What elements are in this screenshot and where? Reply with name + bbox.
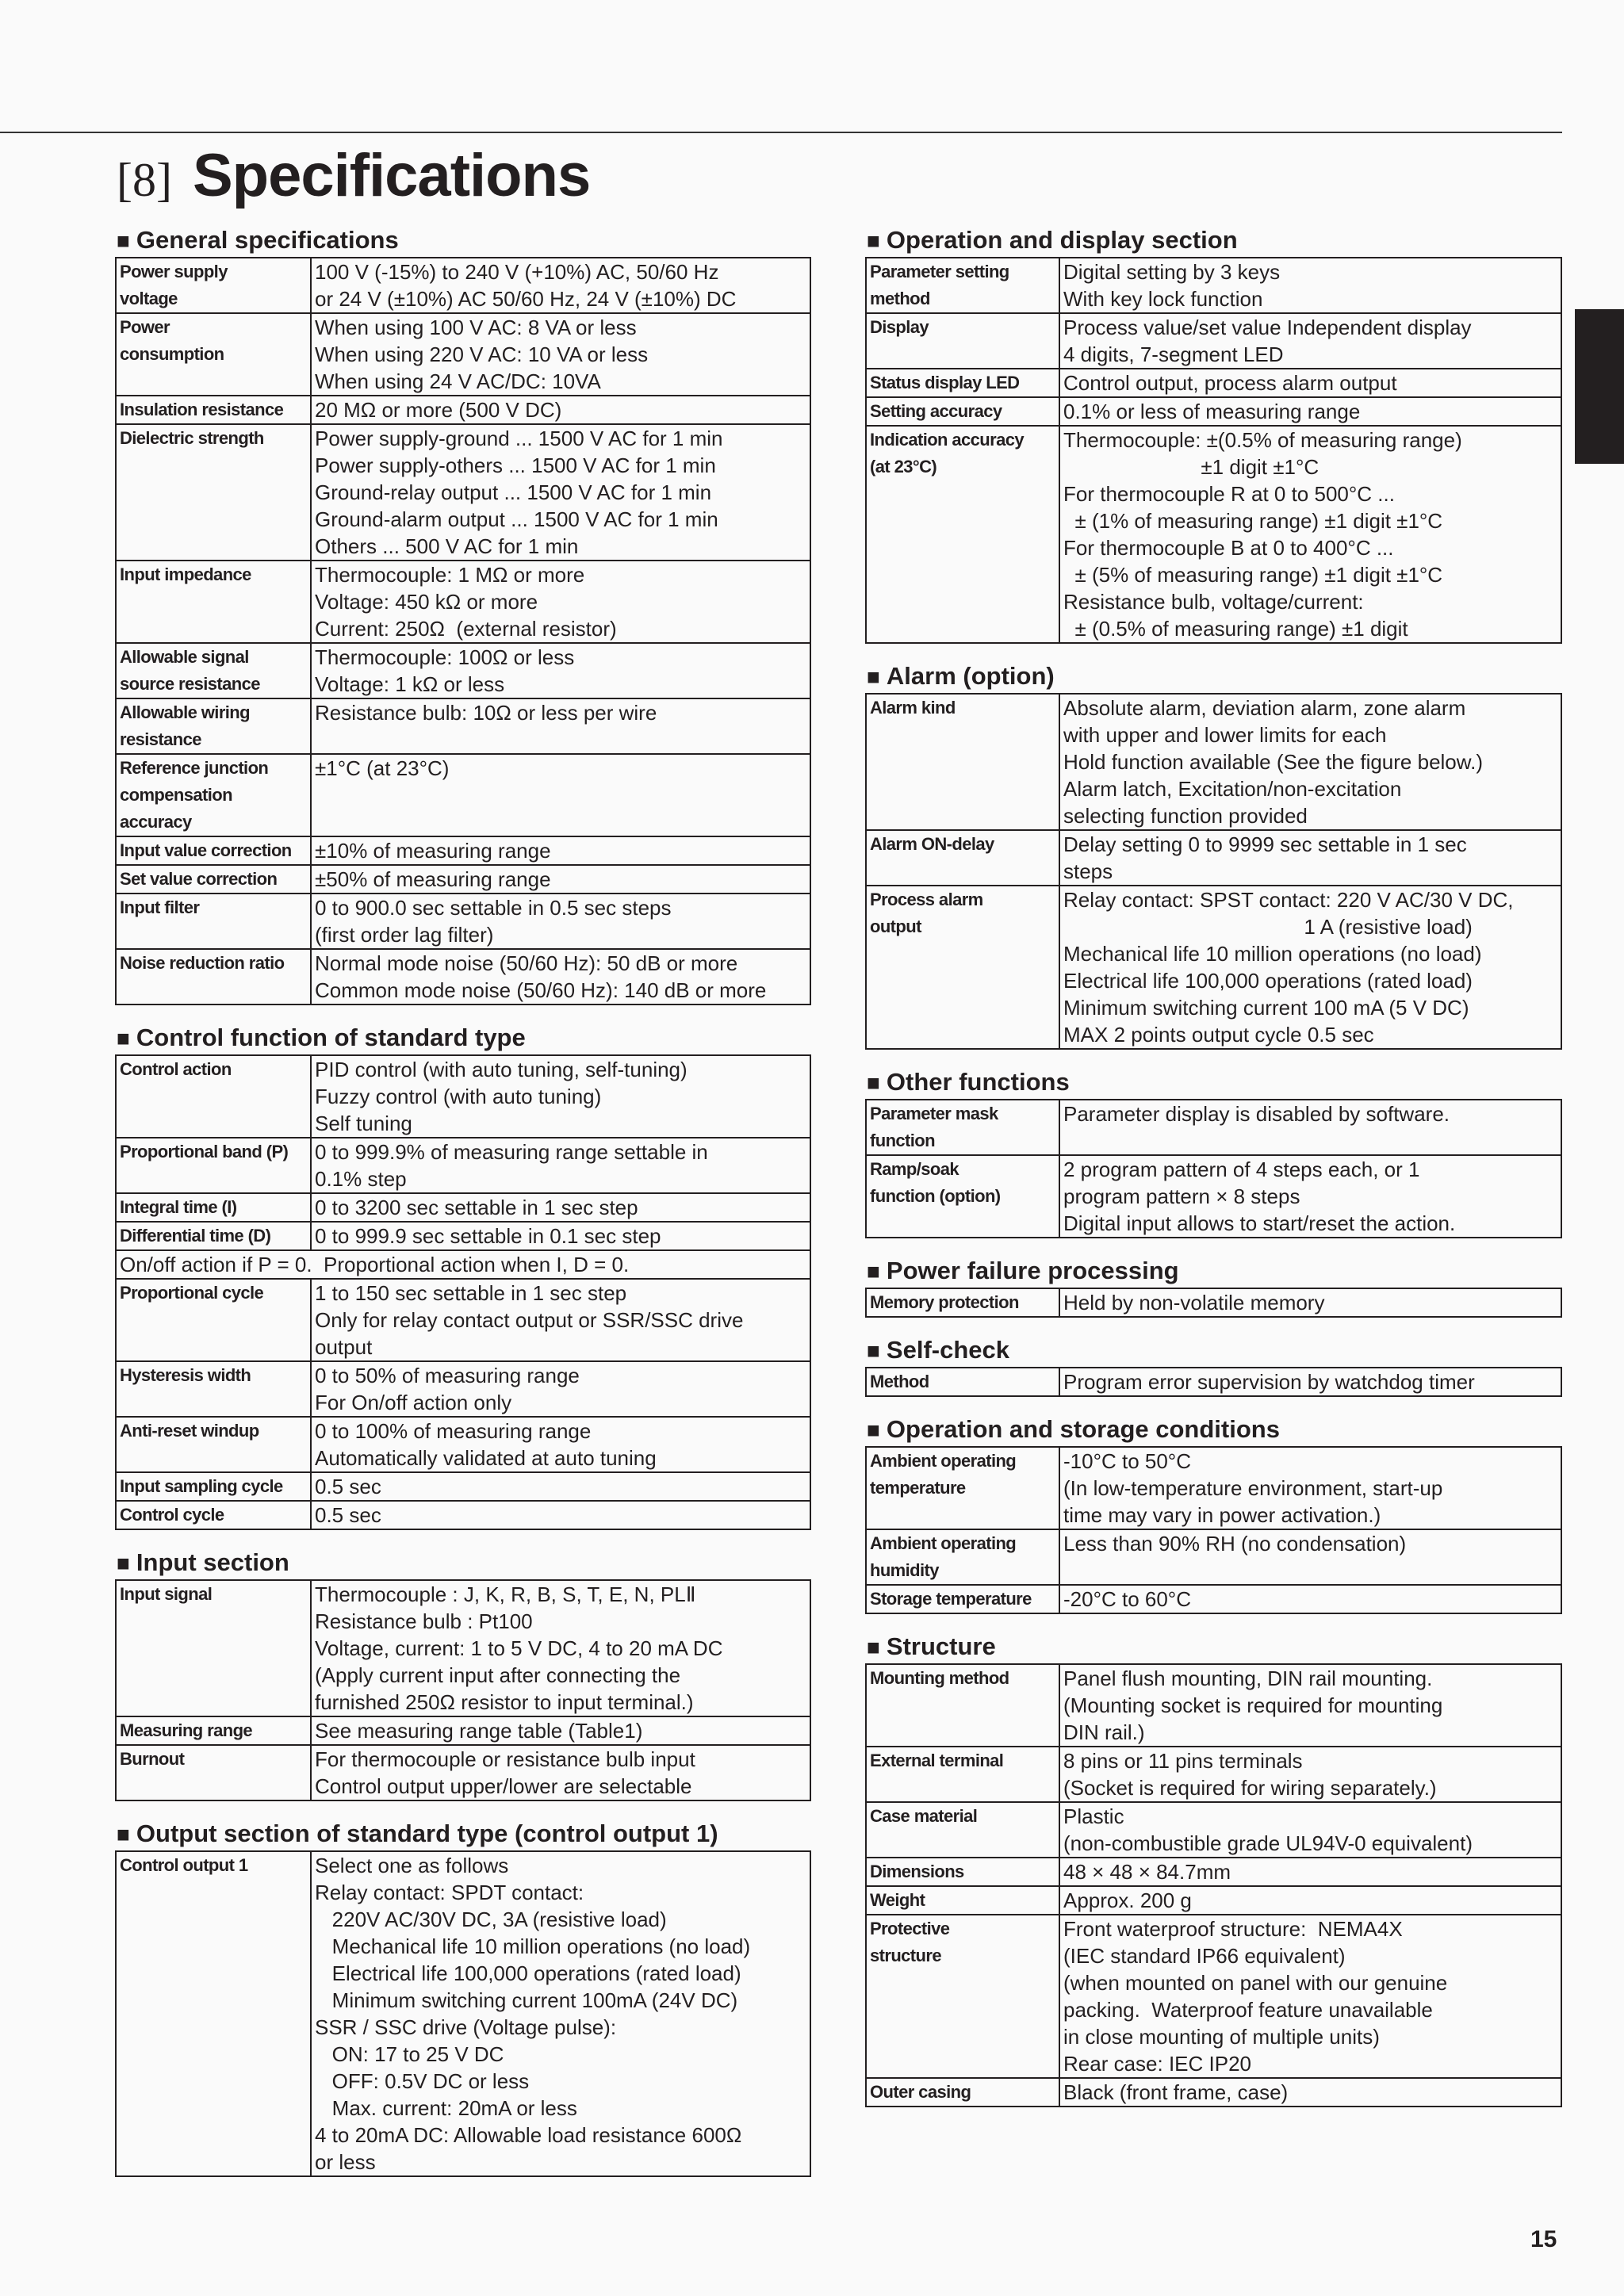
spec-value: Thermocouple : J, K, R, B, S, T, E, N, PLⅡ Resistance bulb : Pt100 Voltage, current: 1 to 5 V DC, 4 to 20 mA DC (Apply current input after connecting the furnished 250Ω resistor to input terminal.) bbox=[311, 1580, 810, 1716]
spec-label: Reference junction compensation accuracy bbox=[116, 754, 311, 836]
spec-value: ±10% of measuring range bbox=[311, 836, 810, 865]
spec-label: Burnout bbox=[116, 1745, 311, 1800]
spec-value: -20°C to 60°C bbox=[1059, 1585, 1561, 1613]
table-row bbox=[116, 949, 810, 1004]
spec-label: Ambient operating temperature bbox=[866, 1447, 1059, 1529]
spec-label: Input signal bbox=[116, 1580, 311, 1716]
table-row bbox=[116, 424, 810, 561]
spec-label: Parameter setting method bbox=[866, 258, 1059, 313]
spec-label: Indication accuracy (at 23°C) bbox=[866, 426, 1059, 643]
spec-table bbox=[865, 1367, 1562, 1397]
spec-value: Control output, process alarm output bbox=[1059, 369, 1561, 397]
spec-table bbox=[115, 1850, 811, 2177]
table-row bbox=[866, 1447, 1561, 1529]
spec-value: Power supply-ground ... 1500 V AC for 1 min Power supply-others ... 1500 V AC for 1 min Ground-relay output ... 1500 V AC for 1 min Ground-alarm output ... 1500 V AC for 1 min Others ... 500 V AC for 1 min bbox=[311, 424, 810, 561]
spec-label: Control action bbox=[116, 1055, 311, 1138]
section-heading bbox=[115, 1021, 811, 1054]
table-row bbox=[116, 1193, 810, 1222]
spec-value: Relay contact: SPST contact: 220 V AC/30 V DC, 1 A (resistive load) Mechanical life 10 million operations (no load) Electrical life 100,000 operations (rated load) Minimum switching current 100 mA (5 V DC) MAX 2 points output cycle 0.5 sec bbox=[1059, 886, 1561, 1049]
square-bullet-icon: ■ bbox=[867, 664, 880, 689]
table-row bbox=[116, 1055, 810, 1138]
section-heading-text: Other functions bbox=[886, 1068, 1070, 1096]
spec-section-input-section bbox=[115, 1546, 811, 1801]
square-bullet-icon: ■ bbox=[117, 1026, 130, 1050]
spec-label: Ramp/soak function (option) bbox=[866, 1155, 1059, 1238]
spec-value: Less than 90% RH (no condensation) bbox=[1059, 1529, 1561, 1585]
table-row bbox=[116, 754, 810, 836]
table-row bbox=[116, 1222, 810, 1250]
spec-label: Alarm ON-delay bbox=[866, 830, 1059, 886]
spec-table bbox=[865, 1663, 1562, 2107]
table-row bbox=[866, 886, 1561, 1049]
spec-table bbox=[865, 1099, 1562, 1238]
section-heading-text: General specifications bbox=[136, 226, 399, 254]
table-row bbox=[116, 643, 810, 698]
spec-value: Process value/set value Independent display 4 digits, 7-segment LED bbox=[1059, 313, 1561, 369]
section-heading bbox=[865, 1066, 1562, 1099]
spec-value: 20 MΩ or more (500 V DC) bbox=[311, 396, 810, 424]
spec-label: Hysteresis width bbox=[116, 1361, 311, 1417]
spec-label: Mounting method bbox=[866, 1664, 1059, 1747]
spec-label: Dielectric strength bbox=[116, 424, 311, 561]
spec-table bbox=[115, 1054, 811, 1530]
spec-value: Normal mode noise (50/60 Hz): 50 dB or more Common mode noise (50/60 Hz): 140 dB or more bbox=[311, 949, 810, 1004]
section-heading bbox=[865, 1413, 1562, 1446]
chapter-tab bbox=[1575, 309, 1624, 464]
spec-label: Control output 1 bbox=[116, 1851, 311, 2176]
table-row bbox=[116, 1745, 810, 1800]
spec-value: 0 to 999.9 sec settable in 0.1 sec step bbox=[311, 1222, 810, 1250]
table-row bbox=[116, 865, 810, 894]
spec-value: 1 to 150 sec settable in 1 sec step Only for relay contact output or SSR/SSC drive output bbox=[311, 1279, 810, 1361]
spec-value: 100 V (-15%) to 240 V (+10%) AC, 50/60 Hz or 24 V (±10%) AC 50/60 Hz, 24 V (±10%) DC bbox=[311, 258, 810, 313]
spec-table bbox=[865, 257, 1562, 644]
spec-value: Thermocouple: 100Ω or less Voltage: 1 kΩ or less bbox=[311, 643, 810, 698]
spec-value: Resistance bulb: 10Ω or less per wire bbox=[311, 698, 810, 754]
square-bullet-icon: ■ bbox=[867, 1418, 880, 1442]
square-bullet-icon: ■ bbox=[867, 1070, 880, 1095]
spec-value: -10°C to 50°C (In low-temperature environment, start-up time may vary in power activation.) bbox=[1059, 1447, 1561, 1529]
section-heading-text: Alarm (option) bbox=[886, 662, 1055, 690]
square-bullet-icon: ■ bbox=[867, 228, 880, 253]
spec-label: Input filter bbox=[116, 894, 311, 949]
section-heading bbox=[865, 1334, 1562, 1367]
spec-label: Setting accuracy bbox=[866, 397, 1059, 426]
table-row bbox=[866, 2078, 1561, 2107]
square-bullet-icon: ■ bbox=[117, 228, 130, 253]
table-row bbox=[866, 1886, 1561, 1915]
spec-label: Allowable signal source resistance bbox=[116, 643, 311, 698]
spec-value: For thermocouple or resistance bulb input Control output upper/lower are selectable bbox=[311, 1745, 810, 1800]
table-row bbox=[866, 1915, 1561, 2078]
table-row bbox=[866, 397, 1561, 426]
spec-table bbox=[865, 1446, 1562, 1614]
spec-label: Alarm kind bbox=[866, 694, 1059, 830]
spec-label: Input sampling cycle bbox=[116, 1472, 311, 1501]
spec-value: See measuring range table (Table1) bbox=[311, 1716, 810, 1745]
square-bullet-icon: ■ bbox=[117, 1822, 130, 1846]
spec-value: ±50% of measuring range bbox=[311, 865, 810, 894]
spec-label: Process alarm output bbox=[866, 886, 1059, 1049]
table-row bbox=[116, 1501, 810, 1529]
spec-table bbox=[115, 1579, 811, 1801]
spec-value: Program error supervision by watchdog timer bbox=[1059, 1368, 1561, 1396]
spec-label: External terminal bbox=[866, 1747, 1059, 1802]
table-row bbox=[116, 258, 810, 313]
spec-label: Control cycle bbox=[116, 1501, 311, 1529]
table-row bbox=[116, 396, 810, 424]
square-bullet-icon: ■ bbox=[867, 1338, 880, 1363]
spec-value: Held by non-volatile memory bbox=[1059, 1288, 1561, 1317]
spec-value: Digital setting by 3 keys With key lock function bbox=[1059, 258, 1561, 313]
section-heading-text: Output section of standard type (control output 1) bbox=[136, 1820, 718, 1847]
spec-section-control-function-of-standard-type bbox=[115, 1021, 811, 1530]
section-heading bbox=[865, 224, 1562, 257]
spec-label: Anti-reset windup bbox=[116, 1417, 311, 1472]
spec-section-self-check bbox=[865, 1334, 1562, 1397]
table-row bbox=[866, 1155, 1561, 1238]
spec-label: Differential time (D) bbox=[116, 1222, 311, 1250]
table-row bbox=[116, 1472, 810, 1501]
table-row bbox=[116, 1279, 810, 1361]
table-row bbox=[116, 1250, 810, 1279]
spec-value: PID control (with auto tuning, self-tuning) Fuzzy control (with auto tuning) Self tuning bbox=[311, 1055, 810, 1138]
spec-label: Insulation resistance bbox=[116, 396, 311, 424]
table-row bbox=[866, 694, 1561, 830]
section-heading bbox=[115, 1546, 811, 1579]
header-rule bbox=[0, 132, 1562, 133]
table-row bbox=[866, 313, 1561, 369]
spec-value: Front waterproof structure: NEMA4X (IEC standard IP66 equivalent) (when mounted on panel with our genuine packing. Waterproof feature unavailable in close mounting of multiple units) Rear case: IEC IP20 bbox=[1059, 1915, 1561, 2078]
spec-value: Thermocouple: 1 MΩ or more Voltage: 450 kΩ or more Current: 250Ω (external resistor) bbox=[311, 561, 810, 643]
right-column bbox=[865, 224, 1562, 2123]
spec-note: On/off action if P = 0. Proportional action when I, D = 0. bbox=[116, 1250, 810, 1279]
table-row bbox=[116, 836, 810, 865]
page-title bbox=[117, 141, 590, 220]
spec-value: 8 pins or 11 pins terminals (Socket is required for wiring separately.) bbox=[1059, 1747, 1561, 1802]
square-bullet-icon: ■ bbox=[117, 1551, 130, 1575]
table-row bbox=[866, 1802, 1561, 1858]
spec-label: Method bbox=[866, 1368, 1059, 1396]
section-heading-text: Control function of standard type bbox=[136, 1024, 526, 1051]
spec-table bbox=[115, 257, 811, 1005]
square-bullet-icon: ■ bbox=[867, 1259, 880, 1284]
spec-value: Black (front frame, case) bbox=[1059, 2078, 1561, 2107]
spec-value: Parameter display is disabled by software. bbox=[1059, 1100, 1561, 1155]
spec-label: Set value correction bbox=[116, 865, 311, 894]
section-heading-text: Operation and storage conditions bbox=[886, 1415, 1280, 1443]
spec-section-general-specifications bbox=[115, 224, 811, 1005]
table-row bbox=[116, 1417, 810, 1472]
table-row bbox=[116, 1851, 810, 2176]
table-row bbox=[866, 1747, 1561, 1802]
spec-section-output-section-of-standard-type-control-output-1 bbox=[115, 1817, 811, 2177]
spec-value: 0 to 100% of measuring range Automatically validated at auto tuning bbox=[311, 1417, 810, 1472]
table-row bbox=[866, 1529, 1561, 1585]
spec-section-power-failure-processing bbox=[865, 1254, 1562, 1318]
spec-label: Status display LED bbox=[866, 369, 1059, 397]
spec-section-operation-and-display-section bbox=[865, 224, 1562, 644]
section-heading-text: Self-check bbox=[886, 1336, 1009, 1364]
spec-label: Dimensions bbox=[866, 1858, 1059, 1886]
spec-value: 0.1% or less of measuring range bbox=[1059, 397, 1561, 426]
table-row bbox=[866, 1858, 1561, 1886]
table-row bbox=[866, 1585, 1561, 1613]
spec-label: Noise reduction ratio bbox=[116, 949, 311, 1004]
spec-value: 0 to 999.9% of measuring range settable in 0.1% step bbox=[311, 1138, 810, 1193]
spec-label: Input impedance bbox=[116, 561, 311, 643]
table-row bbox=[116, 1716, 810, 1745]
left-column bbox=[115, 224, 811, 2193]
section-heading bbox=[865, 1254, 1562, 1288]
spec-label: Proportional band (P) bbox=[116, 1138, 311, 1193]
spec-section-operation-and-storage-conditions bbox=[865, 1413, 1562, 1614]
spec-label: Protective structure bbox=[866, 1915, 1059, 2078]
table-row bbox=[866, 1100, 1561, 1155]
spec-value: 0 to 50% of measuring range For On/off action only bbox=[311, 1361, 810, 1417]
spec-label: Integral time (I) bbox=[116, 1193, 311, 1222]
section-heading bbox=[865, 660, 1562, 693]
spec-value: 0.5 sec bbox=[311, 1472, 810, 1501]
table-row bbox=[116, 698, 810, 754]
section-heading bbox=[115, 1817, 811, 1850]
table-row bbox=[116, 1138, 810, 1193]
spec-value: 48 × 48 × 84.7mm bbox=[1059, 1858, 1561, 1886]
spec-section-alarm-option bbox=[865, 660, 1562, 1050]
table-row bbox=[116, 1361, 810, 1417]
section-title: Specifications bbox=[192, 142, 591, 209]
table-row bbox=[866, 830, 1561, 886]
table-row bbox=[116, 894, 810, 949]
table-row bbox=[866, 369, 1561, 397]
spec-section-structure bbox=[865, 1630, 1562, 2107]
section-heading-text: Operation and display section bbox=[886, 226, 1238, 254]
table-row bbox=[866, 1368, 1561, 1396]
section-heading bbox=[865, 1630, 1562, 1663]
spec-value: Delay setting 0 to 9999 sec settable in 1 sec steps bbox=[1059, 830, 1561, 886]
page-number: 15 bbox=[1530, 2226, 1557, 2252]
table-row bbox=[116, 1580, 810, 1716]
spec-label: Allowable wiring resistance bbox=[116, 698, 311, 754]
spec-value: 0.5 sec bbox=[311, 1501, 810, 1529]
spec-value: Select one as follows Relay contact: SPDT contact: 220V AC/30V DC, 3A (resistive load) Mechanical life 10 million operations (no load) Electrical life 100,000 operations (rated load) Minimum switching current 100mA (24V DC) SSR / SSC drive (Voltage pulse): ON: 17 to 25 V DC OFF: 0.5V DC or less Max. current: 20mA or less 4 to 20mA DC: Allowable load resistance 600Ω or less bbox=[311, 1851, 810, 2176]
section-heading-text: Structure bbox=[886, 1632, 996, 1660]
spec-value: Plastic (non-combustible grade UL94V-0 equivalent) bbox=[1059, 1802, 1561, 1858]
section-heading bbox=[115, 224, 811, 257]
section-heading-text: Input section bbox=[136, 1548, 289, 1576]
spec-label: Power consumption bbox=[116, 313, 311, 396]
table-row bbox=[866, 258, 1561, 313]
spec-label: Measuring range bbox=[116, 1716, 311, 1745]
spec-label: Case material bbox=[866, 1802, 1059, 1858]
spec-label: Memory protection bbox=[866, 1288, 1059, 1317]
table-row bbox=[866, 426, 1561, 643]
table-row bbox=[866, 1664, 1561, 1747]
spec-table bbox=[865, 693, 1562, 1050]
spec-value: Thermocouple: ±(0.5% of measuring range) ±1 digit ±1°C For thermocouple R at 0 to 500°C ... ± (1% of measuring range) ±1 digit ±1°C For thermocouple B at 0 to 400°C ... ± (5% of measuring range) ±1 digit ±1°C Resistance bulb, voltage/current: ± (0.5% of measuring range) ±1 digit bbox=[1059, 426, 1561, 643]
spec-label: Ambient operating humidity bbox=[866, 1529, 1059, 1585]
section-heading-text: Power failure processing bbox=[886, 1257, 1179, 1284]
spec-label: Outer casing bbox=[866, 2078, 1059, 2107]
section-number: [8] bbox=[117, 154, 172, 206]
spec-value: When using 100 V AC: 8 VA or less When using 220 V AC: 10 VA or less When using 24 V AC/DC: 10VA bbox=[311, 313, 810, 396]
table-row bbox=[116, 313, 810, 396]
spec-label: Input value correction bbox=[116, 836, 311, 865]
square-bullet-icon: ■ bbox=[867, 1635, 880, 1659]
spec-label: Storage temperature bbox=[866, 1585, 1059, 1613]
table-row bbox=[866, 1288, 1561, 1317]
spec-value: ±1°C (at 23°C) bbox=[311, 754, 810, 836]
spec-label: Display bbox=[866, 313, 1059, 369]
spec-value: 0 to 3200 sec settable in 1 sec step bbox=[311, 1193, 810, 1222]
spec-value: 2 program pattern of 4 steps each, or 1 program pattern × 8 steps Digital input allows to start/reset the action. bbox=[1059, 1155, 1561, 1238]
spec-value: Approx. 200 g bbox=[1059, 1886, 1561, 1915]
spec-value: 0 to 900.0 sec settable in 0.5 sec steps (first order lag filter) bbox=[311, 894, 810, 949]
spec-value: Panel flush mounting, DIN rail mounting. (Mounting socket is required for mounting DIN rail.) bbox=[1059, 1664, 1561, 1747]
spec-label: Weight bbox=[866, 1886, 1059, 1915]
spec-label: Parameter mask function bbox=[866, 1100, 1059, 1155]
spec-label: Proportional cycle bbox=[116, 1279, 311, 1361]
spec-label: Power supply voltage bbox=[116, 258, 311, 313]
spec-section-other-functions bbox=[865, 1066, 1562, 1238]
table-row bbox=[116, 561, 810, 643]
spec-table bbox=[865, 1288, 1562, 1318]
spec-value: Absolute alarm, deviation alarm, zone alarm with upper and lower limits for each Hold function available (See the figure below.) Alarm latch, Excitation/non-excitation selecting function provided bbox=[1059, 694, 1561, 830]
